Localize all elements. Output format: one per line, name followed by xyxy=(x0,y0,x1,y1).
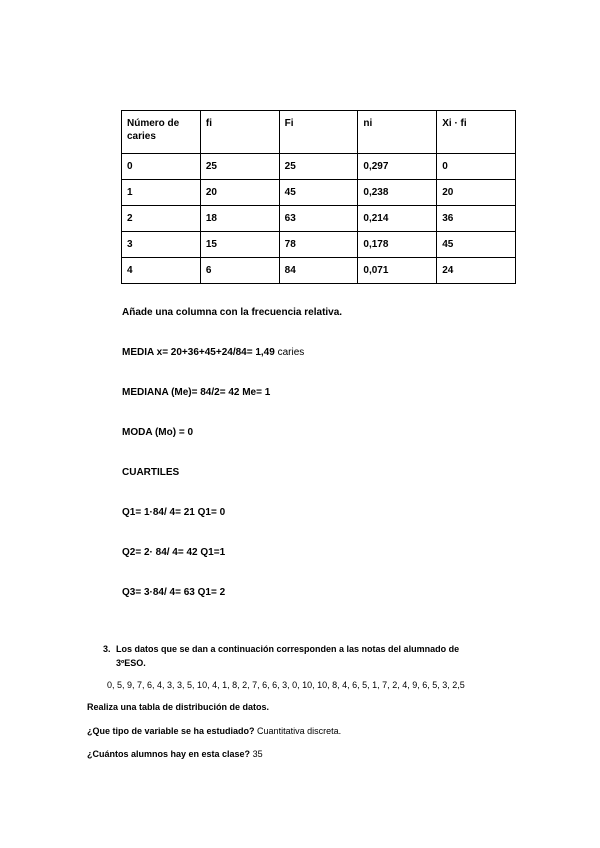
table-cell: 84 xyxy=(279,258,358,284)
table-cell: 20 xyxy=(200,180,279,206)
q1-line: Q1= 1·84/ 4= 21 Q1= 0 xyxy=(122,507,226,518)
table-cell: 0 xyxy=(437,154,516,180)
table-cell: 3 xyxy=(122,232,201,258)
table-cell: 0,071 xyxy=(358,258,437,284)
students-question: ¿Cuántos alumnos hay en esta clase? xyxy=(87,749,251,759)
table-cell: 45 xyxy=(279,180,358,206)
exercise-number: 3. xyxy=(103,644,111,654)
table-cell: 15 xyxy=(200,232,279,258)
grades-data: 0, 5, 9, 7, 6, 4, 3, 3, 5, 10, 4, 1, 8, 2, 7, 6, 6, 3, 0, 10, 10, 8, 4, 6, 5, 1, 7, 2, 4, 9, 6, 5, 3, 2,5 xyxy=(107,680,465,690)
header-cell: fi xyxy=(200,111,279,154)
table-cell: 18 xyxy=(200,206,279,232)
table-cell: 78 xyxy=(279,232,358,258)
table-row xyxy=(122,180,516,206)
table-row xyxy=(122,206,516,232)
table-cell: 0,297 xyxy=(358,154,437,180)
cuartiles-heading: CUARTILES xyxy=(122,467,180,478)
header-cell: Fi xyxy=(279,111,358,154)
table-cell: 4 xyxy=(122,258,201,284)
table-cell: 25 xyxy=(200,154,279,180)
media-formula: MEDIA x= 20+36+45+24/84= 1,49 xyxy=(122,347,278,358)
variable-answer: Cuantitativa discreta. xyxy=(254,726,342,736)
table-cell: 45 xyxy=(437,232,516,258)
variable-question: ¿Que tipo de variable se ha estudiado? xyxy=(87,726,255,736)
mediana-line: MEDIANA (Me)= 84/2= 42 Me= 1 xyxy=(122,387,271,398)
table-cell: 20 xyxy=(437,180,516,206)
task-line: Realiza una tabla de distribución de datos. xyxy=(87,702,270,712)
table-cell: 6 xyxy=(200,258,279,284)
table-cell: 63 xyxy=(279,206,358,232)
students-answer: 35 xyxy=(250,749,263,759)
media-unit: caries xyxy=(277,347,305,358)
table-cell: 25 xyxy=(279,154,358,180)
table-cell: 0 xyxy=(122,154,201,180)
table-cell: 0,214 xyxy=(358,206,437,232)
relative-frequency-note: Añade una columna con la frecuencia relativa. xyxy=(122,307,343,318)
q2-line: Q2= 2· 84/ 4= 42 Q1=1 xyxy=(122,547,226,558)
q3-line: Q3= 3·84/ 4= 63 Q1= 2 xyxy=(122,587,226,598)
statement-line-1: Los datos que se dan a continuación corresponden a las notas del alumnado de xyxy=(116,644,460,654)
variable-question-line xyxy=(87,726,341,736)
header-cell: ni xyxy=(358,111,437,154)
exercise-3-statement xyxy=(103,642,459,670)
table-header-row xyxy=(122,111,516,154)
table-cell: 0,178 xyxy=(358,232,437,258)
table-cell: 0,238 xyxy=(358,180,437,206)
table-cell: 1 xyxy=(122,180,201,206)
header-cell: Número de caries xyxy=(122,111,201,154)
media-line xyxy=(122,347,304,358)
students-question-line xyxy=(87,749,263,759)
table-row xyxy=(122,258,516,284)
table-cell: 2 xyxy=(122,206,201,232)
header-cell: Xi · fi xyxy=(437,111,516,154)
statement-line-2: 3ºESO. xyxy=(116,658,146,668)
table-cell: 36 xyxy=(437,206,516,232)
frequency-table xyxy=(121,110,516,284)
table-cell: 24 xyxy=(437,258,516,284)
table-row xyxy=(122,154,516,180)
moda-line: MODA (Mo) = 0 xyxy=(122,427,194,438)
table-row xyxy=(122,232,516,258)
